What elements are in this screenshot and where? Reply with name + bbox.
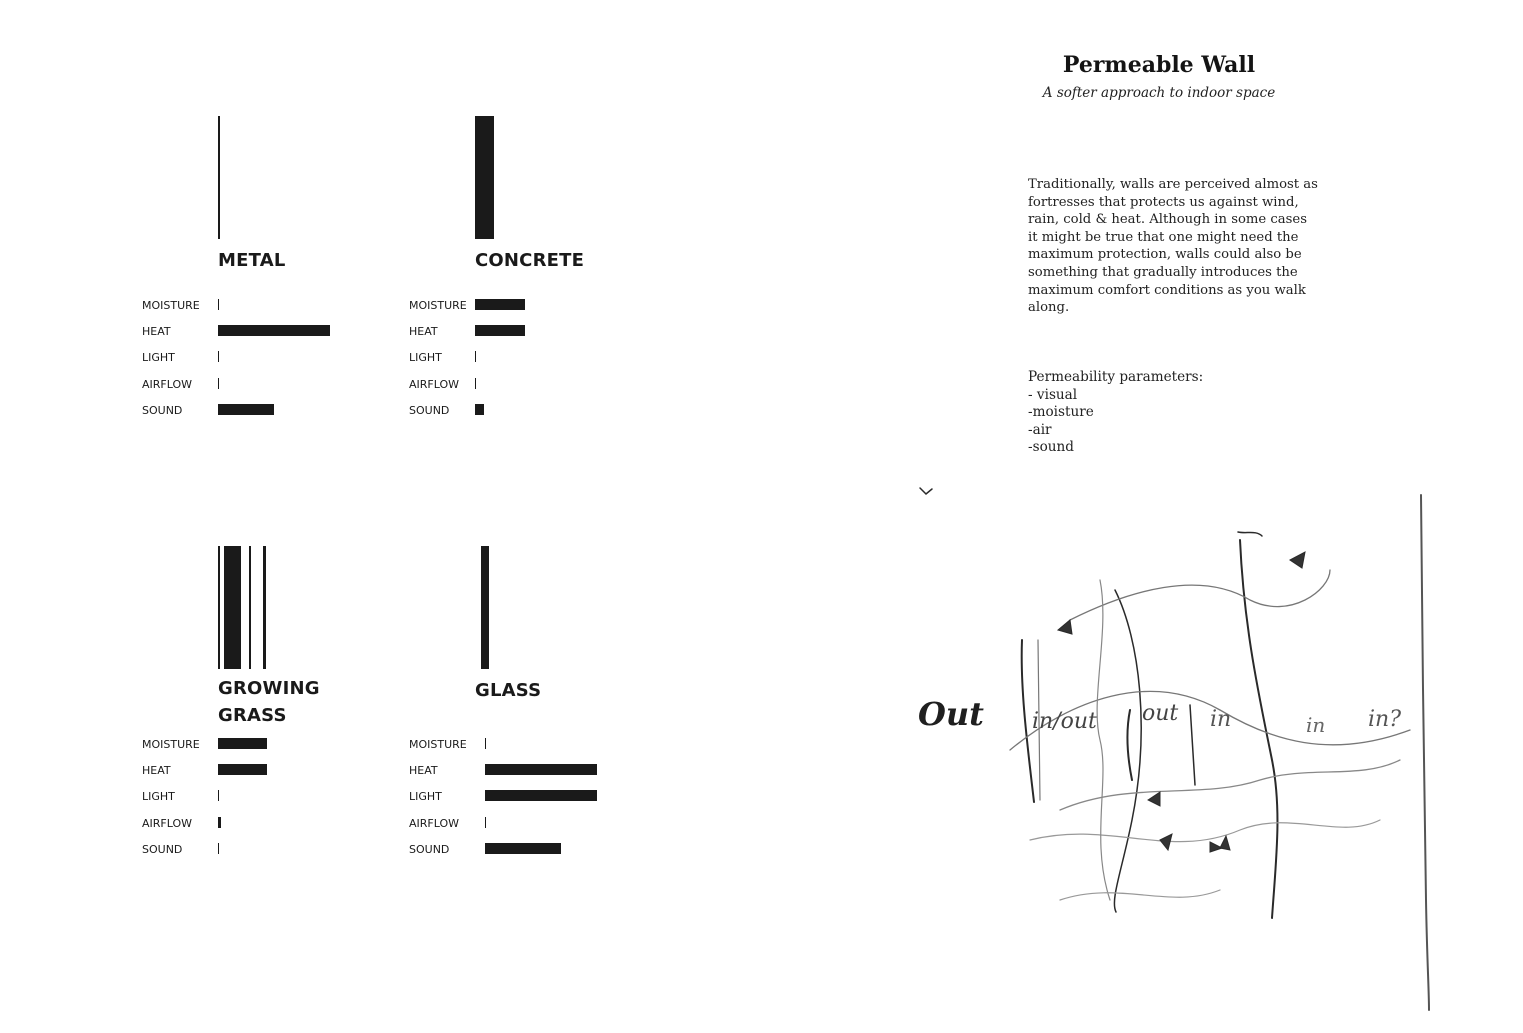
- property-label: MOISTURE: [409, 299, 467, 312]
- sketch-label-in-2: in: [1306, 713, 1326, 737]
- property-label: LIGHT: [409, 790, 442, 804]
- property-label: HEAT: [142, 325, 171, 339]
- property-bar: [218, 843, 219, 854]
- parameter-item: - visual: [1028, 386, 1078, 403]
- property-list: [409, 736, 649, 867]
- sketch-label-out-2: out: [1142, 701, 1179, 726]
- material-name: METAL: [218, 250, 286, 271]
- property-row: [142, 788, 382, 814]
- property-bar: [485, 738, 486, 749]
- property-bar: [218, 817, 221, 828]
- property-label: AIRFLOW: [142, 377, 193, 391]
- property-row: [142, 297, 382, 323]
- property-row: [142, 762, 382, 788]
- property-label: MOISTURE: [142, 738, 200, 751]
- property-bar: [218, 738, 267, 749]
- grass-wall-icon: [218, 546, 338, 670]
- page-title: Permeable Wall: [1062, 52, 1256, 78]
- page-subtitle: A softer approach to indoor space: [1042, 85, 1276, 101]
- property-label: LIGHT: [142, 790, 175, 804]
- property-label: HEAT: [409, 325, 438, 339]
- property-row: [409, 736, 649, 762]
- material-name: GROWING GRASS: [218, 678, 320, 726]
- property-bar: [218, 404, 274, 415]
- property-bar: [475, 378, 476, 389]
- property-label: SOUND: [409, 842, 450, 856]
- property-row: [409, 349, 649, 375]
- property-list: [142, 297, 382, 428]
- property-bar: [218, 299, 219, 310]
- wall-sketch-drawing: [910, 480, 1450, 1020]
- property-bar: [475, 299, 525, 310]
- property-row: [142, 736, 382, 762]
- property-label: SOUND: [409, 403, 450, 417]
- property-row: [409, 788, 649, 814]
- property-bar: [475, 325, 525, 336]
- property-label: MOISTURE: [409, 738, 467, 751]
- parameter-item: -moisture: [1028, 404, 1094, 421]
- property-label: AIRFLOW: [409, 816, 460, 830]
- property-bar: [218, 351, 219, 362]
- property-row: [409, 376, 649, 402]
- property-label: LIGHT: [409, 351, 442, 365]
- sketch-label-in-out: in/out: [1032, 709, 1097, 734]
- property-bar: [485, 817, 486, 828]
- sketch-label-in-question: in?: [1368, 707, 1401, 732]
- property-row: [409, 297, 649, 323]
- property-row: [142, 841, 382, 867]
- property-bar: [485, 764, 597, 775]
- parameter-item: -sound: [1028, 439, 1074, 456]
- property-bar: [475, 351, 476, 362]
- property-bar: [475, 404, 484, 415]
- property-row: [142, 349, 382, 375]
- property-row: [409, 323, 649, 349]
- property-row: [142, 323, 382, 349]
- property-row: [409, 815, 649, 841]
- property-row: [409, 402, 649, 428]
- glass-wall-icon: [481, 546, 601, 670]
- property-bar: [218, 378, 219, 389]
- property-bar: [218, 764, 267, 775]
- parameters-heading: Permeability parameters:: [1028, 369, 1204, 385]
- property-bar: [218, 325, 330, 336]
- property-row: [142, 376, 382, 402]
- material-name: CONCRETE: [475, 250, 585, 271]
- property-bar: [485, 843, 561, 854]
- property-label: SOUND: [142, 842, 183, 856]
- property-label: LIGHT: [142, 351, 175, 365]
- concrete-wall-icon: [475, 116, 595, 240]
- property-list: [142, 736, 382, 867]
- parameters-block: [1028, 369, 1318, 457]
- sketch-label-in: in: [1210, 707, 1232, 732]
- property-label: HEAT: [409, 764, 438, 778]
- property-row: [142, 402, 382, 428]
- metal-wall-icon: [218, 116, 338, 240]
- material-name: GLASS: [475, 680, 542, 701]
- property-bar: [218, 790, 219, 801]
- property-label: AIRFLOW: [409, 377, 460, 391]
- property-label: MOISTURE: [142, 299, 200, 312]
- property-row: [142, 815, 382, 841]
- property-list: [409, 297, 649, 428]
- property-row: [409, 762, 649, 788]
- property-label: SOUND: [142, 403, 183, 417]
- parameter-item: -air: [1028, 421, 1052, 438]
- sketch-label-out: Out: [918, 695, 984, 733]
- property-bar: [485, 790, 597, 801]
- property-label: AIRFLOW: [142, 816, 193, 830]
- property-row: [409, 841, 649, 867]
- body-paragraph: Traditionally, walls are perceived almost as fortresses that protects us against wind, rain, cold & heat. Although in some cases it might be true that one might need the maximum protection, walls could also be something that gradually introduces the maximum comfort conditions as you walk along.: [1028, 177, 1318, 316]
- property-label: HEAT: [142, 764, 171, 778]
